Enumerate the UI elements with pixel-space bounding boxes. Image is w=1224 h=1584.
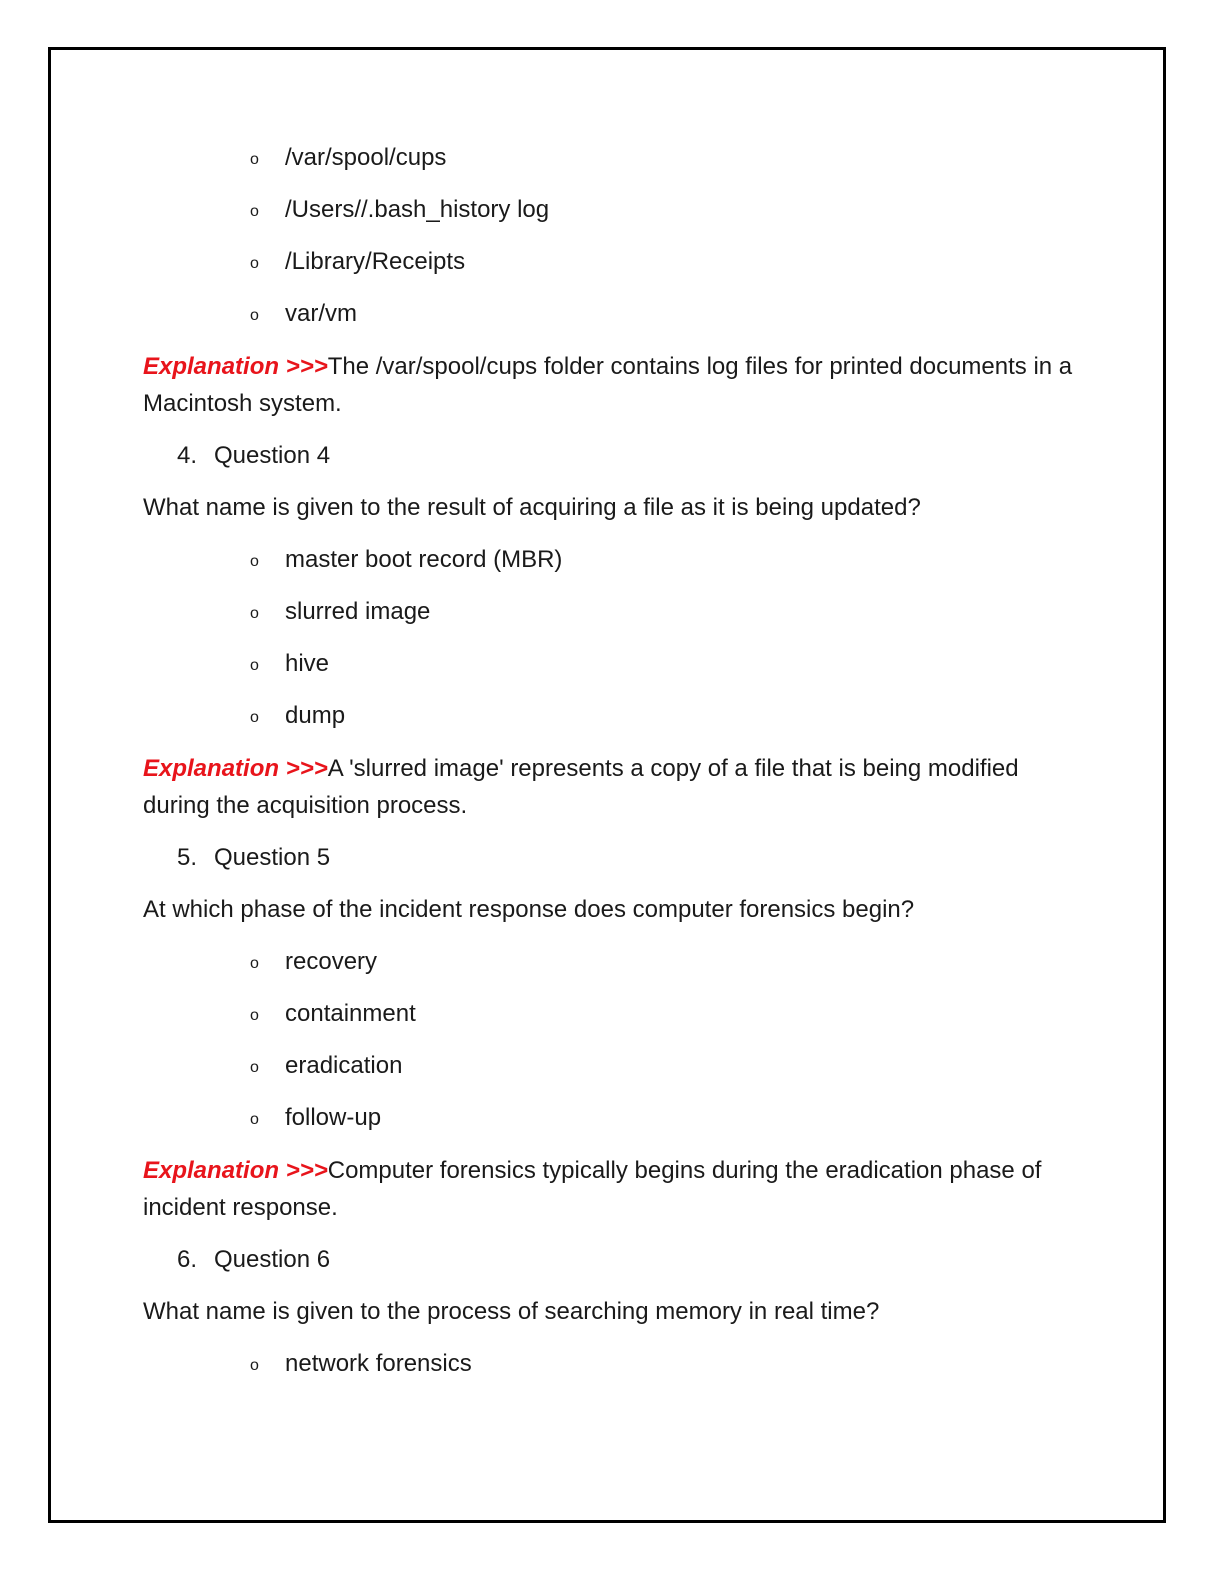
option-text: recovery [285, 948, 378, 975]
question-3-continued [143, 140, 1083, 422]
question-prompt: What name is given to the result of acquiring a file as it is being updated? [143, 494, 921, 521]
bullet-icon: o [250, 255, 259, 272]
option [143, 296, 1083, 332]
option [143, 244, 1083, 280]
bullet-icon: o [250, 709, 259, 726]
option [143, 1346, 1083, 1382]
question-title: Question 6 [214, 1246, 331, 1273]
option-text: var/vm [285, 300, 357, 327]
option [143, 192, 1083, 228]
option [143, 944, 1083, 980]
question-title: Question 4 [214, 442, 331, 469]
bullet-icon: o [250, 307, 259, 324]
option-text: slurred image [285, 598, 431, 625]
question-title: Question 5 [214, 844, 331, 871]
option-text: network forensics [285, 1350, 472, 1377]
option-text: eradication [285, 1052, 403, 1079]
option [143, 646, 1083, 682]
question-heading [143, 1242, 1083, 1278]
option [143, 1100, 1083, 1136]
question-5 [143, 840, 1083, 1226]
bullet-icon: o [250, 1357, 259, 1374]
question-heading [143, 438, 1083, 474]
question-number: 5. [177, 844, 198, 871]
bullet-icon: o [250, 1111, 259, 1128]
bullet-icon: o [250, 553, 259, 570]
bullet-icon: o [250, 1059, 259, 1076]
bullet-icon: o [250, 151, 259, 168]
option [143, 594, 1083, 630]
bullet-icon: o [250, 657, 259, 674]
bullet-icon: o [250, 955, 259, 972]
option-text: hive [285, 650, 330, 677]
option [143, 140, 1083, 176]
option-text: /Users//.bash_history log [285, 196, 550, 223]
explanation [143, 750, 1083, 824]
document-body [143, 140, 1083, 1398]
option-text: follow-up [285, 1104, 382, 1131]
bullet-icon: o [250, 1007, 259, 1024]
explanation-text: A 'slurred image' represents a copy of a file that is being modified during the acquisition process. [143, 755, 1019, 819]
explanation-text: The /var/spool/cups folder contains log files for printed documents in a Macintosh system. [143, 353, 1073, 417]
explanation [143, 1152, 1083, 1226]
explanation-text: Computer forensics typically begins during the eradication phase of incident response. [143, 1157, 1042, 1221]
question-prompt: At which phase of the incident response does computer forensics begin? [143, 896, 915, 923]
bullet-icon: o [250, 605, 259, 622]
explanation-label: Explanation >>> [143, 353, 328, 380]
option-text: dump [285, 702, 346, 729]
question-heading [143, 840, 1083, 876]
bullet-icon: o [250, 203, 259, 220]
option-text: master boot record (MBR) [285, 546, 563, 573]
question-4 [143, 438, 1083, 824]
question-prompt: What name is given to the process of searching memory in real time? [143, 1298, 880, 1325]
explanation-label: Explanation >>> [143, 1157, 328, 1184]
explanation-label: Explanation >>> [143, 755, 328, 782]
option-text: /var/spool/cups [285, 144, 447, 171]
option [143, 1048, 1083, 1084]
question-number: 6. [177, 1246, 198, 1273]
question-number: 4. [177, 442, 198, 469]
option-text: /Library/Receipts [285, 248, 466, 275]
option [143, 698, 1083, 734]
option-text: containment [285, 1000, 416, 1027]
option [143, 996, 1083, 1032]
option [143, 542, 1083, 578]
explanation [143, 348, 1083, 422]
question-6 [143, 1242, 1083, 1382]
